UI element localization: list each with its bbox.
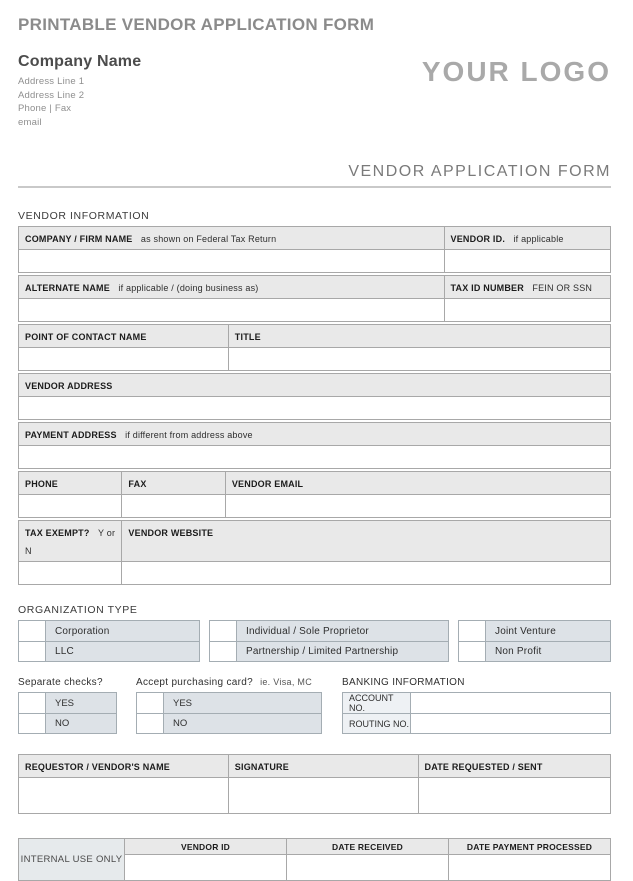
purchasing-card-no-checkbox[interactable] <box>137 714 164 733</box>
routing-no-input[interactable] <box>411 714 610 733</box>
payment-address-header <box>19 423 610 445</box>
date-requested-header <box>419 755 610 777</box>
non-profit-label: Non Profit <box>486 642 610 661</box>
title-label: TITLE <box>234 332 261 342</box>
account-no-input[interactable] <box>411 693 610 713</box>
tax-id-number-header <box>445 276 610 298</box>
individual-sole-proprietor-checkbox[interactable] <box>210 621 237 641</box>
org-type-column-3 <box>458 620 611 662</box>
tax-exempt-note: Y or N <box>25 528 116 556</box>
fax-header <box>122 472 225 494</box>
internal-date-received-input[interactable] <box>287 855 448 880</box>
phone-label: PHONE <box>25 479 59 489</box>
signature-input[interactable] <box>229 778 419 813</box>
separate-checks-no-label: NO <box>46 714 116 733</box>
company-firm-name-input[interactable] <box>19 250 445 272</box>
form-title: VENDOR APPLICATION FORM <box>348 163 611 180</box>
separate-checks-no-checkbox[interactable] <box>19 714 46 733</box>
partnership-label: Partnership / Limited Partnership <box>237 642 448 661</box>
alternate-name-label: ALTERNATE NAME <box>25 283 110 293</box>
separate-checks-question: Separate checks? <box>18 677 103 688</box>
alternate-name-header <box>19 276 445 298</box>
internal-vendor-id-header: VENDOR ID <box>125 839 286 855</box>
vendor-id-label: VENDOR ID. <box>450 234 506 244</box>
questions-section <box>18 677 611 734</box>
purchasing-card-question <box>136 677 322 688</box>
letterhead <box>18 53 611 131</box>
contact-title-block <box>18 324 611 371</box>
internal-date-payment-input[interactable] <box>449 855 610 880</box>
organization-type-grid <box>18 620 611 662</box>
vendor-id-note: if applicable <box>513 234 564 244</box>
internal-date-received-header: DATE RECEIVED <box>287 839 448 855</box>
point-of-contact-header <box>19 325 229 347</box>
vendor-address-header <box>19 374 610 396</box>
internal-date-received-column <box>286 839 448 880</box>
banking-information-title: BANKING INFORMATION <box>342 677 465 688</box>
phone-fax-email-block <box>18 471 611 518</box>
corporation-checkbox[interactable] <box>19 621 46 641</box>
vendor-email-input[interactable] <box>226 495 610 517</box>
alternate-name-tax-id-block <box>18 275 611 322</box>
title-input[interactable] <box>229 348 610 370</box>
individual-sole-proprietor-label: Individual / Sole Proprietor <box>237 621 448 641</box>
internal-vendor-id-column <box>125 839 286 880</box>
alternate-name-note: if applicable / (doing business as) <box>118 283 259 293</box>
vendor-address-block <box>18 373 611 420</box>
purchasing-card-no-label: NO <box>164 714 321 733</box>
organization-type-section-title: ORGANIZATION TYPE <box>18 604 138 616</box>
signature-header <box>229 755 419 777</box>
internal-use-only-label: INTERNAL USE ONLY <box>19 839 125 880</box>
vendor-website-input[interactable] <box>122 562 610 584</box>
purchasing-card-yes-label: YES <box>164 693 321 713</box>
partnership-checkbox[interactable] <box>210 642 237 661</box>
company-name: Company Name <box>18 53 142 70</box>
vendor-id-header <box>445 227 610 249</box>
vendor-email-label: VENDOR EMAIL <box>231 479 304 489</box>
purchasing-card-question-text: Accept purchasing card? <box>136 677 253 688</box>
banking-information-block <box>342 677 611 734</box>
llc-label: LLC <box>46 642 199 661</box>
internal-vendor-id-input[interactable] <box>125 855 286 880</box>
payment-address-note: if different from address above <box>125 430 253 440</box>
purchasing-card-note: ie. Visa, MC <box>260 677 313 687</box>
fax-label: FAX <box>128 479 147 489</box>
company-firm-name-note: as shown on Federal Tax Return <box>140 234 277 244</box>
tax-id-number-label: TAX ID NUMBER <box>450 283 524 293</box>
internal-date-payment-column <box>448 839 610 880</box>
purchasing-card-block <box>136 677 322 734</box>
address-line-2: Address Line 2 <box>18 89 85 101</box>
date-requested-label: DATE REQUESTED / SENT <box>424 762 543 772</box>
non-profit-checkbox[interactable] <box>459 642 486 661</box>
joint-venture-checkbox[interactable] <box>459 621 486 641</box>
email-line: email <box>18 116 42 128</box>
tax-exempt-input[interactable] <box>19 562 122 584</box>
date-requested-input[interactable] <box>419 778 610 813</box>
company-vendor-id-block <box>18 226 611 273</box>
vendor-email-header <box>226 472 610 494</box>
company-firm-name-label: COMPANY / FIRM NAME <box>25 234 133 244</box>
phone-fax-line: Phone | Fax <box>18 103 72 114</box>
page-title: PRINTABLE VENDOR APPLICATION FORM <box>18 15 375 34</box>
company-firm-name-header <box>19 227 445 249</box>
vendor-address-input[interactable] <box>19 397 610 419</box>
vendor-website-label: VENDOR WEBSITE <box>128 528 214 538</box>
fax-input[interactable] <box>122 495 225 517</box>
separate-checks-yes-label: YES <box>46 693 116 713</box>
requestor-name-input[interactable] <box>19 778 229 813</box>
form-sheet <box>18 0 611 881</box>
header-divider <box>18 186 611 188</box>
payment-address-input[interactable] <box>19 446 610 468</box>
alternate-name-input[interactable] <box>19 299 445 321</box>
vendor-website-header <box>122 521 610 561</box>
tax-exempt-label: TAX EXEMPT? <box>25 528 90 538</box>
separate-checks-yes-checkbox[interactable] <box>19 693 46 713</box>
phone-header <box>19 472 122 494</box>
org-type-column-2 <box>209 620 449 662</box>
payment-address-label: PAYMENT ADDRESS <box>25 430 117 440</box>
form-title-wrap <box>18 163 611 181</box>
tax-exempt-header <box>19 521 122 561</box>
org-type-column-1 <box>18 620 200 662</box>
corporation-label: Corporation <box>46 621 199 641</box>
joint-venture-label: Joint Venture <box>486 621 610 641</box>
vendor-address-label: VENDOR ADDRESS <box>25 381 113 391</box>
company-logo-placeholder: YOUR LOGO <box>421 56 611 87</box>
internal-use-table <box>18 838 611 881</box>
point-of-contact-label: POINT OF CONTACT NAME <box>25 332 147 342</box>
purchasing-card-yes-checkbox[interactable] <box>137 693 164 713</box>
payment-address-block <box>18 422 611 469</box>
requestor-name-header <box>19 755 229 777</box>
separate-checks-block <box>18 677 117 734</box>
phone-input[interactable] <box>19 495 122 517</box>
internal-date-payment-header: DATE PAYMENT PROCESSED <box>449 839 610 855</box>
address-line-1: Address Line 1 <box>18 76 85 87</box>
point-of-contact-input[interactable] <box>19 348 229 370</box>
tax-exempt-website-block <box>18 520 611 585</box>
vendor-id-input[interactable] <box>445 250 610 272</box>
tax-id-number-note: FEIN OR SSN <box>532 283 593 293</box>
routing-no-label: ROUTING NO. <box>343 714 411 733</box>
title-header <box>229 325 610 347</box>
tax-id-number-input[interactable] <box>445 299 610 321</box>
requestor-signature-table <box>18 754 611 814</box>
vendor-information-section-title: VENDOR INFORMATION <box>18 210 150 222</box>
requestor-name-label: REQUESTOR / VENDOR'S NAME <box>25 762 170 772</box>
signature-label: SIGNATURE <box>234 762 289 772</box>
llc-checkbox[interactable] <box>19 642 46 661</box>
account-no-label: ACCOUNT NO. <box>343 693 411 713</box>
